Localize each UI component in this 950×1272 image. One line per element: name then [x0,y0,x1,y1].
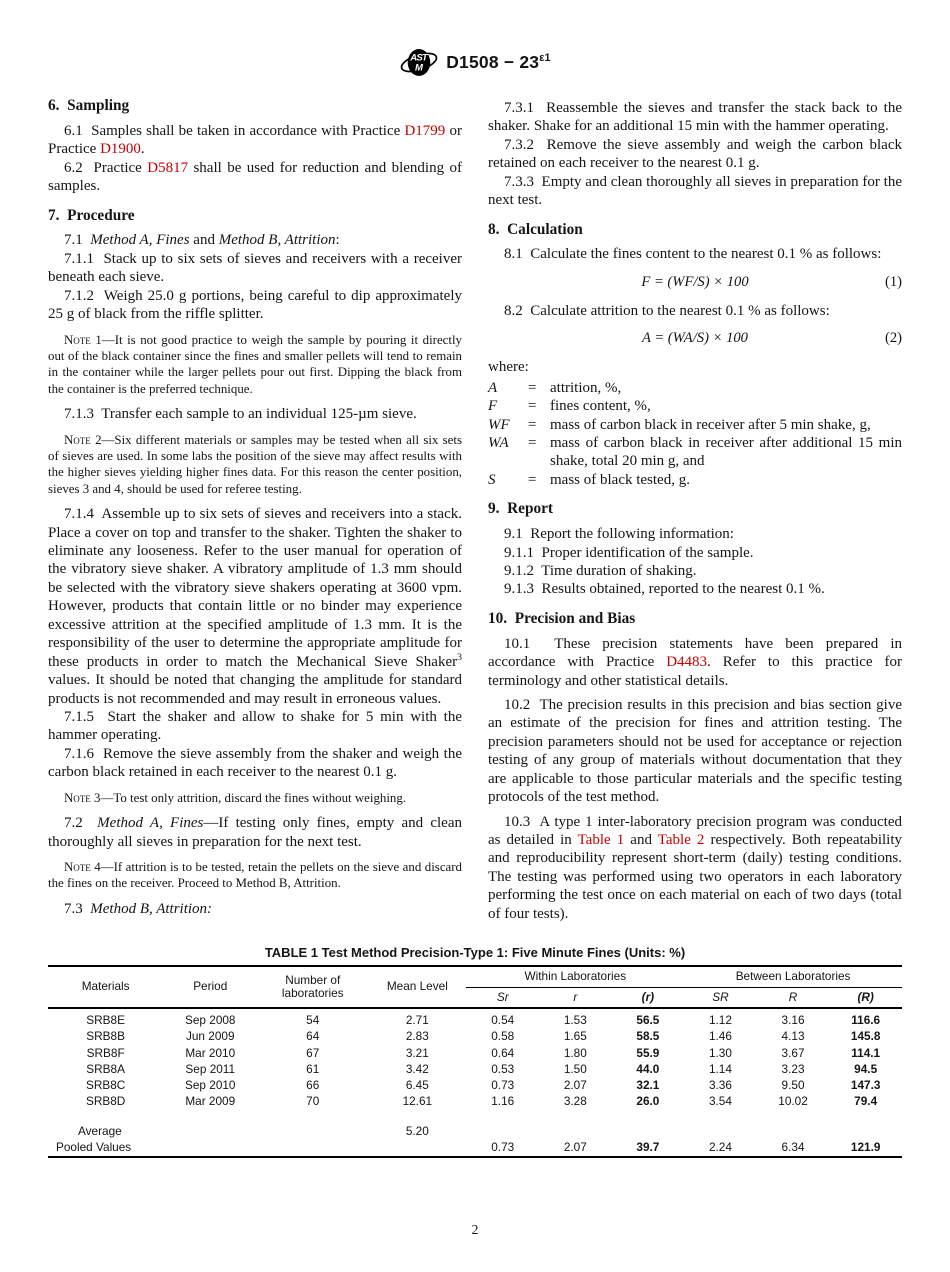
table-cell: 12.61 [402,1093,433,1108]
table-cell: 1.65 [563,1029,587,1044]
body-columns [48,97,902,923]
table-cell: 1.53 [563,1013,587,1028]
table-cell: 94.5 [854,1061,878,1076]
text-run: Note 1 [64,332,102,347]
table-cell: Pooled Values [56,1139,132,1154]
where-intro: where: [488,359,529,376]
table-1-block [48,945,902,1157]
paragraph-9-1-1: 9.1.1 Proper identification of the sample. [504,544,754,561]
col-header-period: Period [193,979,228,994]
table-cell: 3.42 [405,1061,429,1076]
where-term: WF [488,416,510,433]
svg-text:AST: AST [410,52,428,64]
col-header-mean-level: Mean Level [386,979,448,994]
table-cell [466,1123,539,1139]
where-term: WA [488,434,509,451]
table-cell: 3.23 [781,1061,805,1076]
table-cell: Mar 2010 [185,1045,236,1060]
table-cell: 67 [306,1045,320,1060]
table-cell: SRB8C [85,1077,126,1092]
where-definition: mass of black tested, g. [550,471,690,488]
paragraph-7-1-5: 7.1.5 Start the shaker and allow to shake for 5 min with the hammer operating. [48,708,462,744]
text-run: 6.1 Samples shall be taken in accordance with Practice [64,122,405,139]
note-4 [48,859,462,892]
text-run: Method B, Attrition: [90,900,213,917]
where-term: F [488,398,498,415]
text-run: 7.1 [64,232,91,249]
table-cell: 0.58 [491,1029,515,1044]
table-cell: 145.8 [850,1029,881,1044]
text-run: 10.3 A type 1 inter-laboratory precision program was conducted as detailed in [488,813,902,848]
table-cell: 9.50 [781,1077,805,1092]
text-run: respectively. Both repeatability and reproducibility represent short-term (daily) testing conditions. The testing was performed using two operators in each laboratory performing the test once on each material on each of two days (total of four tests). [488,832,902,922]
section-7-heading: 7. Procedure [48,206,135,224]
text-run: —It is not good practice to weigh the sample by pouring it directly out of the black container since the fines and smaller pellets will tend to remain in the container while the larger pellets pour out first. Dipping the black from the container is the preferred technique. [48,332,462,396]
paragraph-7-1-1: 7.1.1 Stack up to six sets of sieves and receivers with a receiver beneath each sieve. [48,250,462,286]
paragraph-7-1 [48,231,462,249]
text-run: —To test only attrition, discard the fines without weighing. [100,790,407,805]
text-run: : [335,232,340,249]
text-run: Note 4 [64,859,101,874]
paragraph-7-1-6: 7.1.6 Remove the sieve assembly from the shaker and weigh the carbon black retained in each receiver to the nearest 0.1 g. [48,745,462,781]
table-cell: 1.46 [708,1029,732,1044]
equals-sign: = [528,471,537,488]
text-run: . [140,141,145,158]
table-cell: 0.54 [491,1013,515,1028]
table-cell [539,1123,612,1139]
table-cell: SRB8F [86,1045,125,1060]
paragraph-7-3 [48,900,462,918]
text-run: 7.2 [64,815,98,832]
table-cell: 66 [306,1077,320,1092]
text-run: 7.1.4 Assemble up to six sets of sieves and receivers into a stack. Place a cover on top and transfer to the shaker. Tighten the shaker to eliminate any looseness. Refer to the user manual for operation of the vibratory sieve shaker. A vibratory amplitude of 1.3 mm should be selected with the vibratory sieve shakers operating at 3600 vpm. However, products that contain little or no binder may experience excessive attrition at the specified amplitude of 1.3 mm. It is the responsibility of the user to determine the appropriate amplitude for these products in order to match the Mechanical Sieve Shaker [48,506,462,670]
section-9-heading: 9. Report [488,500,553,518]
table-row [48,1109,902,1123]
table-cell: 2.07 [563,1077,587,1092]
equals-sign: = [528,434,537,451]
note-1 [48,332,462,398]
left-column [48,97,462,923]
text-run: 7.3 [64,900,91,917]
where-term: A [488,379,498,396]
equals-sign: = [528,379,537,396]
table-cell: 6.45 [405,1077,429,1092]
table-cell [757,1123,830,1139]
paragraph-7-3-2: 7.3.2 Remove the sieve assembly and weigh the carbon black retained on each receiver to the nearest 0.1 g. [488,136,902,172]
equation-2 [488,330,902,348]
table-cell [829,1123,902,1139]
table-row [48,1123,902,1139]
table-cell: 39.7 [636,1139,660,1154]
text-run: or Practice [48,122,462,158]
note-3 [48,790,462,806]
precision-table [48,965,902,1157]
table-cell: 6.34 [781,1139,805,1154]
text-run: Method A, Fines [90,232,190,249]
table-cell [163,1123,257,1139]
text-run: 10.1 These precision statements have been prepared in accordance with Practice [488,635,902,671]
table-1-title: TABLE 1 Test Method Precision-Type 1: Five Minute Fines (Units: %) [264,945,686,961]
table-cell: 4.13 [781,1029,805,1044]
right-column [488,97,902,923]
paragraph-7-1-4 [48,505,462,708]
table-cell [684,1123,757,1139]
where-row-S [488,471,902,489]
paragraph-6-2 [48,159,462,196]
doc-link[interactable]: D1799 [404,122,446,139]
document-header [48,46,902,79]
equals-sign: = [528,416,537,433]
text-run: Note 3 [64,790,101,805]
table-cell: 54 [306,1013,320,1028]
col-header-r: r [573,989,578,1004]
paragraph-7-3-1: 7.3.1 Reassemble the sieves and transfer the stack back to the shaker. Shake for an additional 15 min with the hammer operating. [488,100,902,135]
table-cell [257,1139,368,1156]
table-cell [163,1139,257,1156]
section-10-heading: 10. Precision and Bias [488,609,636,627]
svg-text:M: M [415,62,424,74]
col-header-R-percent: (R) [857,989,874,1004]
where-row-WA [488,434,902,471]
table-cell: 2.24 [708,1139,732,1154]
table-header-row-1 [48,966,902,987]
text-run: —Six different materials or samples may be tested when all six sets of sieves are used. In some labs the position of the sieve may affect results with the higher sieves yielding higher fines data. For this reason the center position, sieves 3 and 4, should be used for referee testing. [48,432,462,496]
table-cell: 3.16 [781,1013,805,1028]
table-cell: SRB8B [86,1029,125,1044]
table-cell: SRB8E [86,1013,125,1028]
table-cell: 79.4 [854,1093,878,1108]
table-cell: 0.53 [491,1061,515,1076]
table-cell: 3.28 [563,1093,587,1108]
paragraph-10-1 [488,635,902,690]
equation-1-number: (1) [884,273,902,290]
table-cell: 1.16 [491,1093,515,1108]
table-cell [257,1123,368,1139]
where-row-WF [488,416,902,434]
paragraph-8-2: 8.2 Calculate attrition to the nearest 0.1 % as follows: [504,302,830,319]
col-header-R: R [788,989,798,1004]
table-cell: 61 [306,1061,320,1076]
where-definition: attrition, %, [550,379,622,396]
table-cell: 2.83 [405,1029,429,1044]
text-run: —If testing only fines, empty and clean thoroughly all sieves in preparation for the next test. [48,815,463,850]
table-row [48,1045,902,1061]
table-cell: Mar 2009 [185,1093,236,1108]
doc-link[interactable]: D5817 [147,159,189,176]
where-list [488,379,902,490]
table-cell: 58.5 [636,1029,660,1044]
table-cell: 114.1 [851,1045,881,1060]
table-cell [368,1139,466,1156]
table-cell: 70 [306,1093,320,1108]
paragraph-8-1: 8.1 Calculate the fines content to the nearest 0.1 % as follows: [504,246,882,263]
doc-link[interactable]: Table 2 [657,832,705,848]
section-6-heading: 6. Sampling [48,97,130,114]
table-row [48,1093,902,1109]
paragraph-7-3-3: 7.3.3 Empty and clean thoroughly all sieves in preparation for the next test. [488,173,902,209]
text-run: . Refer to this practice for terminology and other statistical details. [488,654,902,689]
text-run: and [189,232,219,249]
table-cell [612,1123,685,1139]
paragraph-7-1-3: 7.1.3 Transfer each sample to an individual 125-µm sieve. [64,406,417,423]
table-cell: SRB8A [86,1061,125,1076]
paragraph-9-1-2: 9.1.2 Time duration of shaking. [504,562,697,579]
col-header-materials: Materials [81,979,130,994]
where-row-A [488,379,902,397]
table-cell: 0.73 [491,1139,515,1154]
paragraph-10-3 [488,813,902,924]
doc-link[interactable]: Table 1 [577,832,625,848]
table-cell: 26.0 [636,1093,660,1108]
table-cell: 121.9 [850,1139,881,1154]
table-cell: 32.1 [636,1077,660,1092]
text-run: values. It should be noted that changing the amplitude for standard products is not recommended and may result in erroneous values. [48,672,462,707]
where-row-F [488,397,902,415]
page-number: 2 [471,1222,479,1237]
table-row [48,1008,902,1029]
where-definition: fines content, %, [550,398,651,415]
col-header-r-percent: (r) [641,989,655,1004]
table-cell: Average [78,1123,122,1138]
table-row [48,1139,902,1156]
table-cell: 1.14 [708,1061,732,1076]
text-run: —If attrition is to be tested, retain the pellets on the sieve and discard the fines on the receiver. Proceed to Method B, Attrition. [48,859,462,891]
table-cell: 2.71 [405,1013,429,1028]
table-cell: 10.02 [778,1093,808,1108]
table-cell: 55.9 [636,1045,660,1060]
table-row [48,1077,902,1093]
where-definition: mass of carbon black in receiver after 5 min shake, g, [550,416,871,433]
table-row [48,1029,902,1045]
table-cell: Sep 2011 [185,1061,236,1076]
equation-2-formula: A = (WA/S) × 100 [642,330,748,347]
doc-link[interactable]: D1900 [100,141,141,158]
paragraph-7-2 [48,814,462,851]
table-cell: 116.6 [851,1013,881,1028]
where-definition: mass of carbon black in receiver after additional 15 min shake, total 20 min g, and [550,434,902,470]
table-cell: Sep 2008 [184,1013,236,1028]
col-header-sR: SR [712,989,729,1004]
table-cell: 3.54 [708,1093,732,1108]
table-row [48,1061,902,1077]
text-run: ε1 [539,52,551,65]
note-2 [48,432,462,498]
table-cell: 147.3 [850,1077,881,1092]
text-run: Note 2 [64,432,102,447]
col-header-sr: Sr [496,989,509,1004]
text-run: Method B, Attrition [218,232,336,249]
astm-logo-icon [399,46,439,79]
paragraph-9-1: 9.1 Report the following information: [504,526,734,543]
table-cell: 3.21 [405,1045,429,1060]
table-cell: 5.20 [405,1123,429,1138]
table-cell: 3.36 [708,1077,732,1092]
text-run: and [624,832,658,848]
table-spacer-cell [48,1109,902,1123]
equation-2-number: (2) [884,330,902,347]
group-header-between-laboratories: Between Laboratories [684,966,902,987]
table-cell: 1.50 [563,1061,587,1076]
text-run: 6.2 Practice [64,159,148,176]
equation-1 [488,274,902,292]
table-cell: 2.07 [563,1139,587,1154]
table-cell: 44.0 [636,1061,660,1076]
table-cell: 0.64 [491,1045,515,1060]
table-cell: 1.80 [563,1045,587,1060]
equals-sign: = [528,398,537,415]
text-run: shall be used for reduction and blending of samples. [48,159,462,195]
paragraph-7-1-2: 7.1.2 Weigh 25.0 g portions, being careful to dip approximately 25 g of black from the riffle splitter. [48,287,462,323]
table-cell: Sep 2010 [184,1077,236,1092]
table-cell: 64 [306,1029,320,1044]
table-cell: SRB8D [85,1093,126,1108]
table-cell: 0.73 [491,1077,515,1092]
equation-1-formula: F = (WF/S) × 100 [641,273,749,290]
paragraph-6-1 [48,122,462,159]
paragraph-9-1-3: 9.1.3 Results obtained, reported to the nearest 0.1 %. [504,581,825,598]
where-term: S [488,471,496,488]
group-header-within-laboratories: Within Laboratories [466,966,684,987]
text-run: 3 [457,651,462,663]
table-cell: 3.67 [781,1045,805,1060]
table-cell: Jun 2009 [185,1029,235,1044]
text-run: Method A, Fines [97,815,204,832]
table-cell: 1.12 [708,1013,732,1028]
col-header-number-of-laboratories: Number of laboratories [281,972,344,1001]
text-run: D1508 − 23 [446,52,540,72]
table-cell: 1.30 [708,1045,732,1060]
document-code [446,52,551,73]
table-cell: 56.5 [636,1013,660,1028]
paragraph-10-2: 10.2 The precision results in this precision and bias section give an estimate of the precision for fines and attrition testing. The precision parameters should not be used for acceptance or rejection testing of any group of materials without documentation that they are applicable to those particular materials and the specific testing protocols of the test method. [488,696,902,806]
doc-link[interactable]: D4483 [666,654,708,671]
section-8-heading: 8. Calculation [488,220,583,238]
